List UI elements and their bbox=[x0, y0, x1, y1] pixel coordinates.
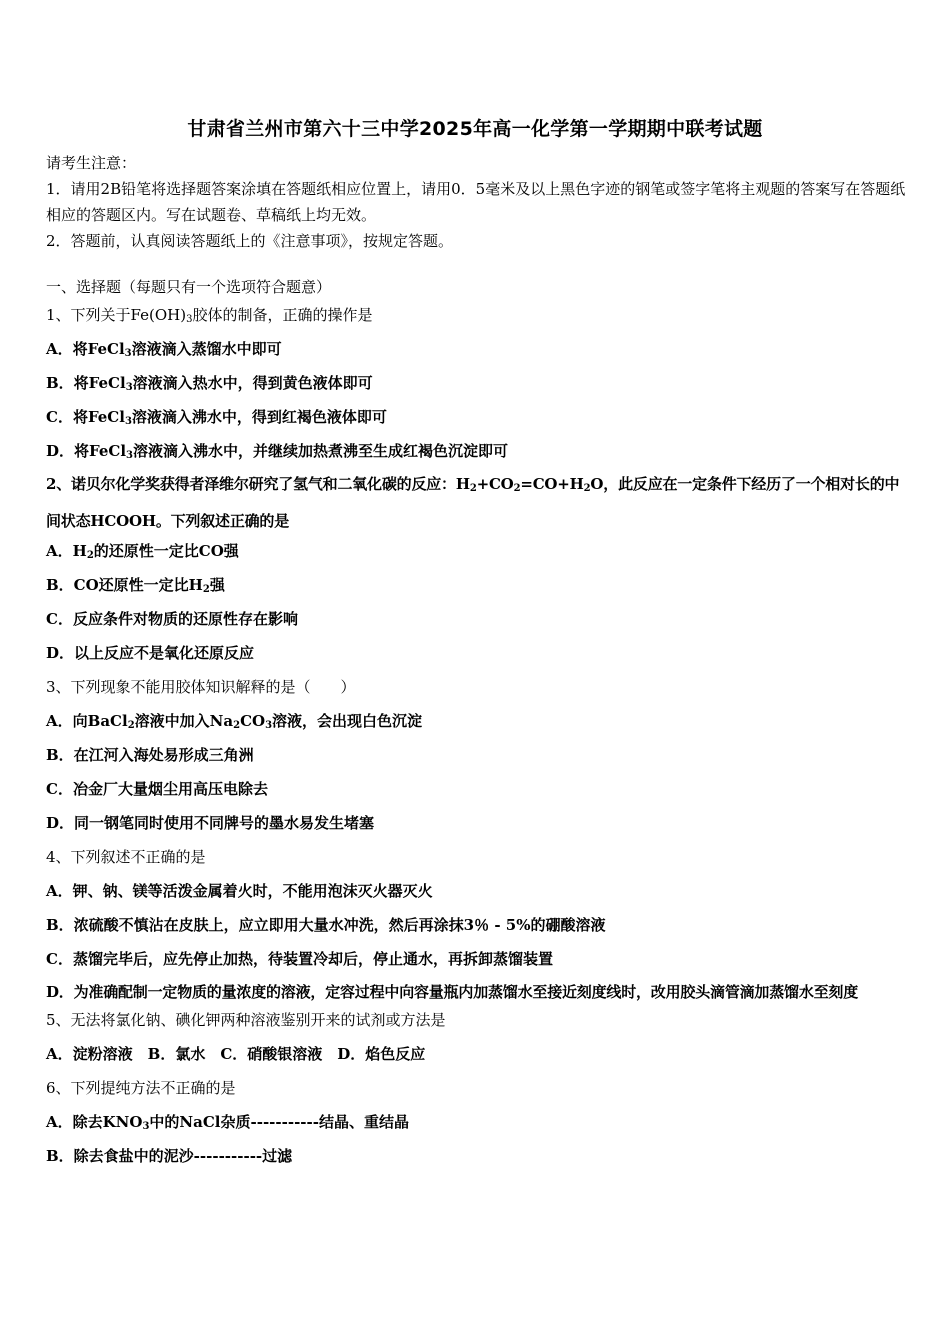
q6-a-sub: 3 bbox=[142, 1121, 150, 1132]
q3-a-sub2: 2 bbox=[233, 720, 241, 731]
q1-d-post: 溶液滴入沸水中，并继续加热煮沸至生成红褐色沉淀即可 bbox=[133, 442, 509, 460]
q2-s3: =CO+H bbox=[520, 475, 584, 493]
q1-a-post: 溶液滴入蒸馏水中即可 bbox=[131, 340, 282, 358]
note-1: 1．请用2B铅笔将选择题答案涂填在答题纸相应位置上，请用0．5毫米及以上黑色字迹的钢笔或签字笔将主观题的答案写在答题纸相应的答题区内。写在试题卷、草稿纸上均无效。 bbox=[46, 180, 906, 224]
q1-c-sub: 3 bbox=[124, 416, 132, 427]
q1-d-sub: 3 bbox=[126, 450, 133, 461]
q2-s1: 2、诺贝尔化学奖获得者泽维尔研究了氢气和二氧化碳的反应：H bbox=[46, 475, 470, 493]
q3-a-2: 溶液中加入Na bbox=[134, 712, 234, 730]
q3-a-sub1: 2 bbox=[127, 720, 135, 731]
q3-option-b: B．在江河入海处易形成三角洲 bbox=[46, 746, 254, 764]
note-2: 2．答题前，认真阅读答题纸上的《注意事项》，按规定答题。 bbox=[46, 232, 454, 250]
q1-b-sub: 3 bbox=[125, 382, 133, 393]
q2-sub-c: 2 bbox=[583, 483, 591, 494]
q2-a-sub: 2 bbox=[86, 550, 94, 561]
q3-a-3: CO bbox=[240, 712, 266, 730]
q4-option-d: D．为准确配制一定物质的量浓度的溶液，定容过程中向容量瓶内加蒸馏水至接近刻度线时，改用胶头滴管滴加蒸馏水至刻度 bbox=[46, 983, 859, 1001]
notes-heading: 请考生注意： bbox=[46, 154, 137, 172]
q2-stem bbox=[46, 466, 908, 540]
q2-a-pre: A．H bbox=[46, 542, 87, 560]
q3-stem: 3、下列现象不能用胶体知识解释的是（ ） bbox=[46, 678, 356, 696]
q2-a-post: 的还原性一定比CO强 bbox=[93, 542, 239, 560]
q6-a-pre: A．除去KNO bbox=[46, 1113, 143, 1131]
q6-option-b: B．除去食盐中的泥沙-----------过滤 bbox=[46, 1147, 293, 1165]
questions bbox=[46, 274, 908, 1177]
q1-a-sub: 3 bbox=[124, 348, 132, 359]
q2-sub-b: 2 bbox=[513, 483, 521, 494]
q6-option-a bbox=[46, 1109, 908, 1143]
q1-c-post: 溶液滴入沸水中，得到红褐色液体即可 bbox=[131, 408, 387, 426]
q1-stem bbox=[46, 302, 908, 336]
q4-option-b: B．浓硫酸不慎沾在皮肤上，应立即用大量水冲洗，然后再涂抹3％ - 5%的硼酸溶液 bbox=[46, 916, 606, 934]
q1-option-a bbox=[46, 336, 908, 370]
q1-d-pre: D．将FeCl bbox=[46, 442, 127, 460]
q4-option-c: C．蒸馏完毕后，应先停止加热，待装置冷却后，停止通水，再拆卸蒸馏装置 bbox=[46, 950, 553, 968]
q3-a-1: A．向BaCl bbox=[46, 712, 128, 730]
q2-option-b bbox=[46, 572, 908, 606]
notes-block bbox=[46, 150, 906, 254]
q2-b-sub: 2 bbox=[202, 584, 210, 595]
q3-a-sub3: 3 bbox=[265, 720, 273, 731]
q4-option-a: A．钾、钠、镁等活泼金属着火时，不能用泡沫灭火器灭火 bbox=[46, 882, 433, 900]
q2-sub-a: 2 bbox=[469, 483, 477, 494]
q2-option-d: D．以上反应不是氧化还原反应 bbox=[46, 644, 255, 662]
q2-b-post: 强 bbox=[209, 576, 225, 594]
q1-b-pre: B．将FeCl bbox=[46, 374, 126, 392]
q4-stem: 4、下列叙述不正确的是 bbox=[46, 848, 206, 866]
q3-option-c: C．冶金厂大量烟尘用高压电除去 bbox=[46, 780, 268, 798]
q6-a-post: 中的NaCl杂质-----------结晶、重结晶 bbox=[149, 1113, 409, 1131]
exam-title: 甘肃省兰州市第六十三中学2025年高一化学第一学期期中联考试题 bbox=[187, 118, 763, 140]
q1-a-pre: A．将FeCl bbox=[46, 340, 125, 358]
q1-option-b bbox=[46, 370, 908, 404]
q2-b-pre: B．CO还原性一定比H bbox=[46, 576, 203, 594]
q1-stem-b: 胶体的制备，正确的操作是 bbox=[192, 306, 373, 324]
q5-options: A．淀粉溶液 B．氯水 C．硝酸银溶液 D．焰色反应 bbox=[46, 1045, 426, 1063]
q1-option-c bbox=[46, 404, 908, 438]
q3-a-4: 溶液，会出现白色沉淀 bbox=[272, 712, 423, 730]
q2-s4: O，此反应在一定条件下经历了一个相对长的中间状态HCOOH。下列叙述正确的是 bbox=[46, 475, 900, 530]
q1-sub: 3 bbox=[186, 314, 193, 325]
q1-stem-a: 1、下列关于Fe(OH) bbox=[46, 306, 187, 324]
q2-option-c: C．反应条件对物质的还原性存在影响 bbox=[46, 610, 298, 628]
q2-option-a bbox=[46, 538, 908, 572]
q1-b-post: 溶液滴入热水中，得到黄色液体即可 bbox=[132, 374, 373, 392]
q1-c-pre: C．将FeCl bbox=[46, 408, 125, 426]
q6-stem: 6、下列提纯方法不正确的是 bbox=[46, 1079, 236, 1097]
q3-option-d: D．同一钢笔同时使用不同牌号的墨水易发生堵塞 bbox=[46, 814, 375, 832]
q2-s2: +CO bbox=[476, 475, 514, 493]
q3-option-a bbox=[46, 708, 908, 742]
section-heading: 一、选择题（每题只有一个选项符合题意） bbox=[46, 278, 332, 296]
q5-stem: 5、无法将氯化钠、碘化钾两种溶液鉴别开来的试剂或方法是 bbox=[46, 1011, 446, 1029]
